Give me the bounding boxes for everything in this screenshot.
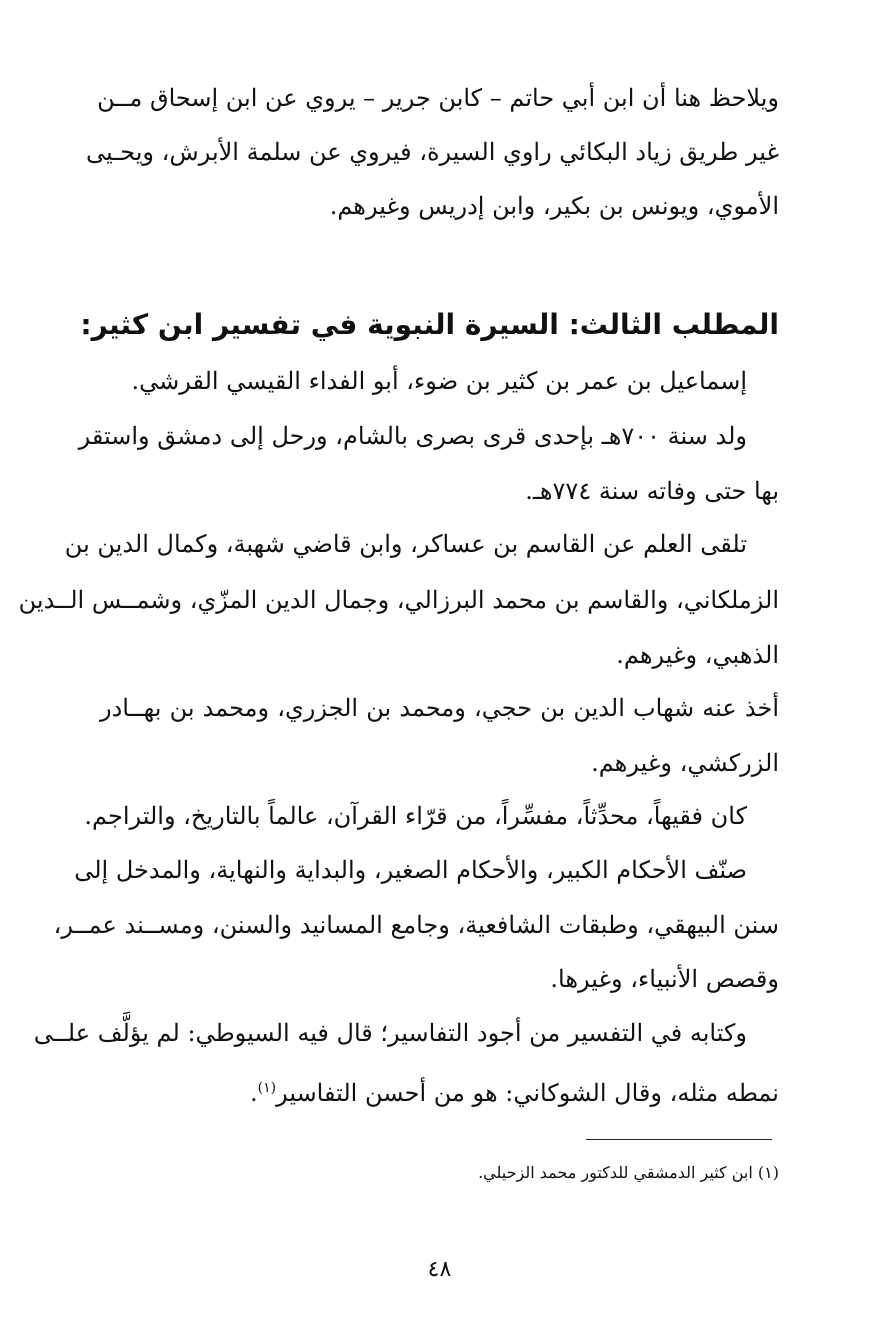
teachers-line-3: الذهبي، وغيرهم. bbox=[616, 641, 779, 669]
tafsir-line-1: وكتابه في التفسير من أجود التفاسير؛ قال فيه السيوطي: لم يؤلَّف علــى bbox=[33, 1019, 747, 1047]
birth-line-2: بها حتى وفاته سنة ٧٧٤هـ. bbox=[525, 477, 779, 505]
section-heading: المطلب الثالث: السيرة النبوية في تفسير ابن كثير: bbox=[80, 308, 779, 341]
students-line-1: أخذ عنه شهاب الدين بن حجي، ومحمد بن الجزري، ومحمد بن بهــادر bbox=[100, 694, 779, 722]
footnote-separator bbox=[586, 1139, 772, 1140]
birth-line-1: ولد سنة ٧٠٠هـ بإحدى قرى بصرى بالشام، ورحل إلى دمشق واستقر bbox=[78, 422, 747, 450]
footnote-text: (١) ابن كثير الدمشقي للدكتور محمد الزحيلي. bbox=[478, 1163, 779, 1182]
tafsir-line-2-end: . bbox=[249, 1079, 258, 1107]
name-paragraph: إسماعيل بن عمر بن كثير بن ضوء، أبو الفداء القيسي القرشي. bbox=[131, 367, 747, 395]
students-line-2: الزركشي، وغيرهم. bbox=[591, 749, 779, 777]
works-line-3: وقصص الأنبياء، وغيرها. bbox=[550, 965, 779, 993]
profile-paragraph: كان فقيهاً، محدِّثاً، مفسِّراً، من قرّاء القرآن، عالماً بالتاريخ، والتراجم. bbox=[84, 802, 747, 830]
footnote-reference[interactable]: (١) bbox=[257, 1080, 277, 1096]
intro-line-3: الأموي، ويونس بن بكير، وابن إدريس وغيرهم. bbox=[329, 192, 779, 220]
tafsir-line-2 bbox=[100, 1068, 779, 1113]
intro-line-1: ويلاحظ هنا أن ابن أبي حاتم – كابن جرير – يروي عن ابن إسحاق مــن bbox=[97, 84, 779, 112]
page-number: ٤٨ bbox=[427, 1257, 452, 1282]
tafsir-line-2-text: نمطه مثله، وقال الشوكاني: هو من أحسن التفاسير bbox=[276, 1079, 779, 1107]
teachers-line-2: الزملكاني، والقاسم بن محمد البرزالي، وجمال الدين المزّي، وشمــس الــدين bbox=[18, 586, 779, 614]
works-line-1: صنّف الأحكام الكبير، والأحكام الصغير، والبداية والنهاية، والمدخل إلى bbox=[74, 856, 747, 884]
works-line-2: سنن البيهقي، وطبقات الشافعية، وجامع المسانيد والسنن، ومســند عمــر، bbox=[53, 911, 779, 939]
teachers-line-1: تلقى العلم عن القاسم بن عساكر، وابن قاضي شهبة، وكمال الدين بن bbox=[64, 530, 747, 558]
intro-line-2: غير طريق زياد البكائي راوي السيرة، فيروي عن سلمة الأبرش، ويحـيى bbox=[85, 138, 779, 166]
